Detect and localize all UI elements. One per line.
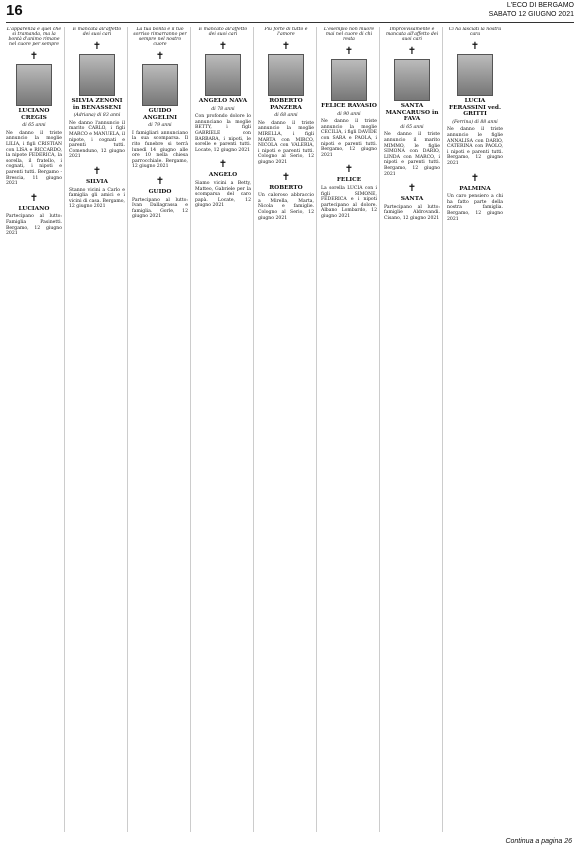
deceased-age: di 79 anni: [148, 123, 172, 129]
notice-body: Partecipano al lutto: famiglie Aldrovandi. Cisano, 12 giugno 2021: [384, 204, 440, 221]
notice-body: Ne danno l'annuncio il marito CARLO, i figli MARCO e MANUELA, il nipote, i cognati e parenti tutti. Comenduno, 12 giugno 2021: [69, 120, 125, 160]
obituary-notice: [69, 41, 125, 160]
obituary-notice: [447, 41, 503, 167]
deceased-name: PALMINA: [459, 185, 491, 192]
deceased-name: ANGELO NAVA: [198, 98, 248, 104]
notice-body: Ne danno il triste annuncio la moglie CECILIA, i figli DAVIDE con SARA e PAOLA, i nipoti e parenti tutti. Bergamo, 12 giugno 2021: [321, 119, 377, 158]
notice-body: La sorella LUCIA con i figli SIMONE, FEDERICA e i nipoti partecipano al dolore. Albano Lombardo, 12 giugno 2021: [321, 185, 377, 219]
page-number: 16: [6, 2, 23, 19]
obituary-notice: [195, 41, 251, 153]
column: [195, 27, 254, 832]
epigraph: Ci ha lasciati la nostra cara: [448, 27, 502, 37]
portrait-photo: [79, 54, 115, 96]
cross-icon: ✝: [155, 175, 165, 187]
column: [384, 27, 443, 832]
cross-icon: ✝: [29, 51, 39, 62]
deceased-age: di 90 anni: [337, 111, 361, 117]
deceased-age: di 65 anni: [400, 124, 424, 130]
cross-icon: ✝: [92, 165, 102, 177]
epigraph: La tua bontà e il tuo sorriso rimarranno per sempre nel nostro cuore: [133, 27, 187, 47]
cross-icon: ✝: [218, 41, 228, 52]
epigraph: Improvvisamente è mancata all'affetto dei suoi cari: [385, 27, 439, 42]
deceased-name: SANTA MANCARUSO in FAVA: [385, 103, 439, 123]
epigraph: È mancato all'affetto dei suoi cari: [198, 27, 248, 37]
epigraph: Più forte di tutto è l'amore: [264, 27, 308, 37]
deceased-name: SILVIA: [86, 178, 108, 185]
obituary-notice: [195, 159, 251, 209]
obituary-notice: [447, 173, 503, 223]
masthead: [489, 1, 574, 19]
notice-body: Ne danno il triste annuncio il marito MIMMO, le figlie SIMONA con DARIO, LINDA con MARCO, i nipoti e parenti tutti. Bergamo, 12 giugno 2021: [384, 132, 440, 177]
deceased-name: LUCIANO: [18, 205, 50, 212]
column: [258, 27, 317, 832]
cross-icon: ✝: [344, 164, 354, 176]
deceased-name: LUCIA FERASSINI ved. GRITTI: [449, 98, 501, 118]
column: [132, 27, 191, 832]
deceased-name: GUIDO ANGELINI: [143, 108, 177, 121]
cross-icon: ✝: [407, 46, 417, 57]
obituary-notice: [6, 193, 62, 237]
portrait-photo: [457, 54, 493, 96]
column: [321, 27, 380, 832]
portrait-photo: [205, 54, 241, 96]
continued-note: Continua a pagina 26: [505, 838, 572, 845]
deceased-age: (Ferrina) di 88 anni: [452, 119, 498, 125]
epigraph: È mancata all'affetto dei suoi cari: [72, 27, 122, 37]
portrait-photo: [16, 64, 52, 106]
deceased-name: GUIDO: [148, 188, 172, 195]
deceased-name: FELICE: [336, 177, 362, 184]
cross-icon: ✝: [470, 41, 480, 52]
deceased-name: ROBERTO PANZERA: [269, 98, 303, 111]
cross-icon: ✝: [344, 46, 354, 57]
notice-body: Ne danno il triste annuncio le figlie ANNALISA con DARIO, CATERINA con PAOLO, i nipoti e parenti tutti. Bergamo, 12 giugno 2021: [447, 127, 503, 166]
cross-icon: ✝: [29, 192, 39, 204]
column: [69, 27, 128, 832]
obituary-notice: [321, 46, 377, 158]
cross-icon: ✝: [470, 172, 480, 184]
obituary-notice: [132, 51, 188, 170]
portrait-photo: [142, 64, 178, 106]
deceased-age: di 78 anni: [211, 106, 235, 112]
obituary-notice: [258, 41, 314, 166]
epigraph: L'esempio non muore mai nel cuore di chi resta: [323, 27, 375, 42]
notice-body: Un caloroso abbraccio a Mirella, Marta, Nicola e famiglie. Cologno al Serio, 12 giugno 2021: [258, 193, 314, 221]
deceased-name: ROBERTO: [269, 184, 303, 191]
portrait-photo: [331, 59, 367, 101]
obituary-notice: [384, 46, 440, 177]
notice-body: Ne danno il triste annuncio la moglie LILIA, i figli CRISTIAN con LISA e RICCARDO, la nipote FEDERICA, la sorella, il fratello, i cognati, i nipoti e parenti tutti. Bergamo - Brescia, 11 giugno 2021: [6, 130, 62, 187]
deceased-age: (Adriana) di 83 anni: [73, 113, 121, 119]
cross-icon: ✝: [281, 171, 291, 183]
obituary-notice: [69, 166, 125, 210]
portrait-photo: [394, 59, 430, 101]
page-header: [6, 0, 574, 23]
deceased-age: di 68 anni: [274, 113, 298, 119]
obituary-notice: [321, 164, 377, 219]
notice-body: Con profondo dolore lo annunciano la moglie BETTY, i figli GABRIELE con BARBARA, i nipoti, le sorelle e parenti tutti. Locate, 12 giugno 2021: [195, 114, 251, 153]
portrait-photo: [268, 54, 304, 96]
cross-icon: ✝: [407, 183, 417, 195]
deceased-name: ANGELO: [208, 172, 238, 179]
obituary-notice: [6, 51, 62, 187]
deceased-age: di 65 anni: [22, 123, 46, 129]
paper-name: L'ECO DI BERGAMO: [506, 2, 574, 9]
deceased-name: SANTA: [400, 196, 424, 203]
column: [447, 27, 505, 832]
epigraph: L'apparenza è quel che si tramanda, ma la bontà d'animo rimane nel cuore per sempre: [6, 27, 62, 47]
deceased-name: SILVIA ZENONI in BENASSENI: [71, 98, 123, 111]
notice-body: Ne danno il triste annuncio la moglie MIRELLA, i figli MARTA con MIRCO, NICOLA con VALERIA, i nipoti e parenti tutti. Cologno al Serio, 12 giugno 2021: [258, 120, 314, 165]
cross-icon: ✝: [281, 41, 291, 52]
notice-body: Stanno vicini a Carlo e famiglia gli amici e i vicini di casa. Bergamo, 12 giugno 2021: [69, 187, 125, 210]
obituary-notice: [132, 176, 188, 220]
column: [6, 27, 65, 832]
notice-body: Siamo vicini a Betty, Matteo, Gabriele per la scomparsa del caro papà. Locate, 12 giugno 2021: [195, 180, 251, 209]
notice-body: Partecipano al lutto: Ivan Dallagrassa e famiglia. Gorle, 12 giugno 2021: [132, 197, 188, 220]
deceased-name: FELICE RAVASIO: [321, 103, 377, 109]
cross-icon: ✝: [218, 159, 228, 171]
obituary-columns: [0, 23, 580, 832]
notice-body: Partecipano al lutto: Famiglia Pasinetti. Bergamo, 12 giugno 2021: [6, 214, 62, 237]
obituary-notice: [384, 183, 440, 221]
notice-body: I famigliari annunciano la sua scomparsa. Il rito funebre si terrà lunedì 14 giugno alle ore 10 nella chiesa parrocchiale. Bergamo, 12 giugno 2021: [132, 130, 188, 170]
issue-date: SABATO 12 GIUGNO 2021: [488, 11, 574, 18]
deceased-name: LUCIANO CREGIS: [18, 108, 50, 121]
notice-body: Un caro pensiero a chi ha fatto parte della nostra famiglia. Bergamo, 12 giugno 2021: [447, 194, 503, 222]
cross-icon: ✝: [155, 51, 165, 62]
obituary-notice: [258, 172, 314, 222]
cross-icon: ✝: [92, 41, 102, 52]
